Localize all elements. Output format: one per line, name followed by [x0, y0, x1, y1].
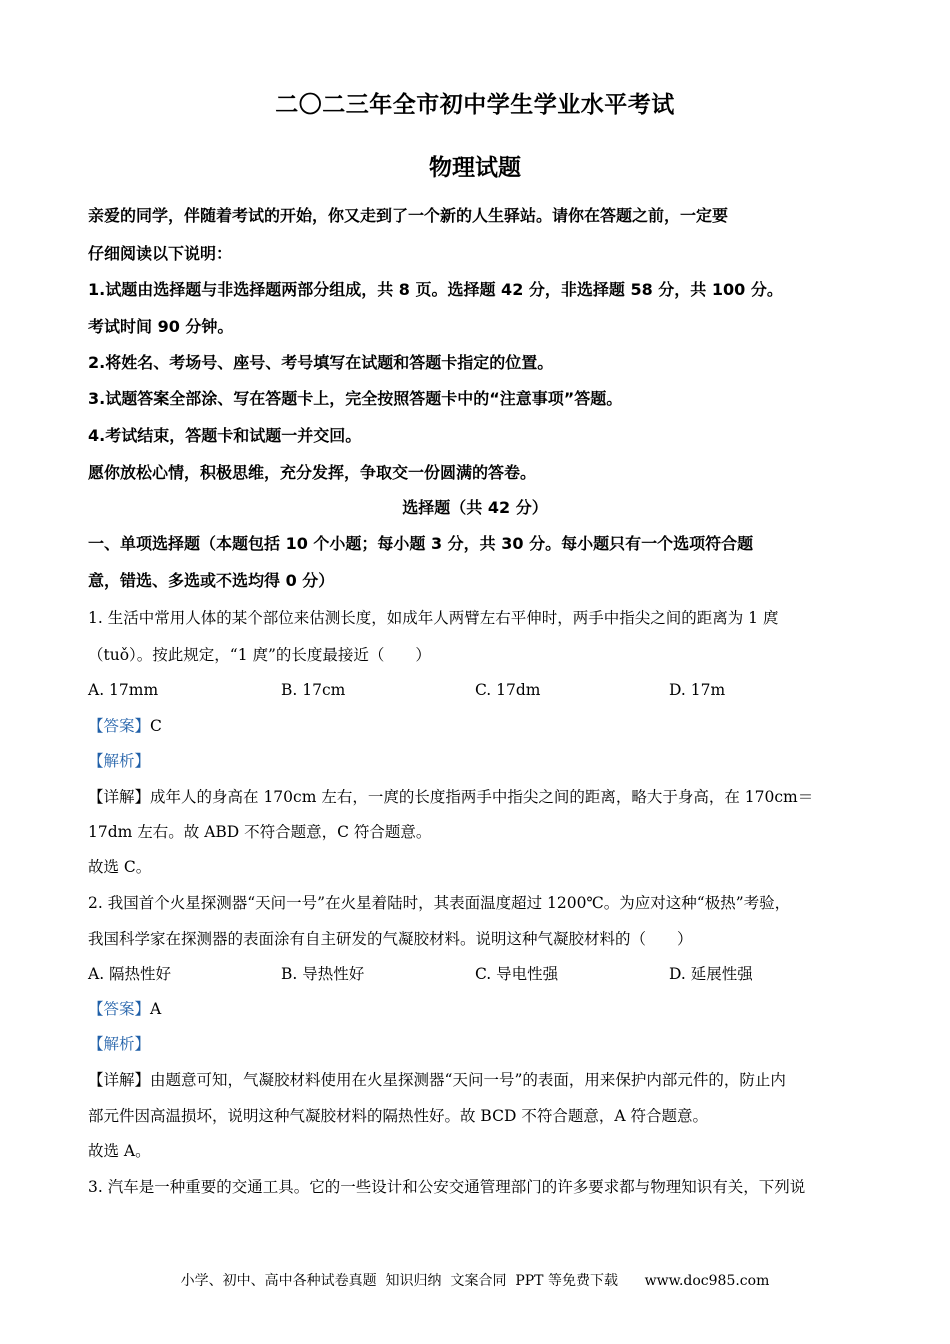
analysis-label: 【解析】: [88, 1035, 151, 1053]
question-1-conclusion: 故选 C。: [88, 858, 152, 876]
analysis-label: 【解析】: [88, 752, 151, 770]
question-1-option-c: C. 17dm: [475, 681, 541, 699]
instruction-line: 愿你放松心情，积极思维，充分发挥，争取交一份圆满的答卷。: [88, 463, 537, 482]
answer-value: A: [150, 1000, 162, 1018]
question-2-stem: 我国科学家在探测器的表面涂有自主研发的气凝胶材料。说明这种气凝胶材料的（ ）: [88, 930, 693, 948]
detail-label: 【详解】: [88, 788, 151, 806]
question-1-stem: （tuǒ）。按此规定，“1 庹”的长度最接近（ ）: [88, 646, 431, 664]
question-1-detail: [88, 787, 862, 807]
question-2-stem: 2. 我国首个火星探测器“天问一号”在火星着陆时，其表面温度超过 1200℃。为应对这种“极热”考验，: [88, 894, 791, 912]
detail-text: 由题意可知，气凝胶材料使用在火星探测器“天问一号”的表面，用来保护内部元件的，防止内: [150, 1071, 786, 1089]
question-2-option-a: A. 隔热性好: [88, 965, 172, 983]
part-instruction: 意，错选、多选或不选均得 0 分）: [88, 571, 335, 590]
question-1-stem: 1. 生活中常用人体的某个部位来估测长度，如成年人两臂左右平伸时，两手中指尖之间的距离为 1 庹: [88, 609, 779, 627]
detail-text: 成年人的身高在 170cm 左右，一庹的长度指两手中指尖之间的距离，略大于身高，在 170cm＝: [150, 788, 814, 806]
question-2-answer: [88, 999, 862, 1019]
instruction-line: 4.考试结束，答题卡和试题一并交回。: [88, 426, 362, 445]
question-2-conclusion: 故选 A。: [88, 1142, 151, 1160]
question-1-answer: [88, 716, 862, 736]
question-1-option-a: A. 17mm: [88, 681, 159, 699]
question-2-option-d: D. 延展性强: [669, 965, 753, 983]
answer-label: 【答案】: [88, 717, 151, 735]
question-2-option-c: C. 导电性强: [475, 965, 559, 983]
answer-value: C: [150, 717, 162, 735]
instruction-line: 1.试题由选择题与非选择题两部分组成，共 8 页。选择题 42 分，非选择题 58 分，共 100 分。: [88, 280, 783, 299]
instruction-line: 仔细阅读以下说明：: [88, 244, 233, 263]
question-3-stem: 3. 汽车是一种重要的交通工具。它的一些设计和公安交通管理部门的许多要求都与物理知识有关，下列说: [88, 1178, 806, 1196]
page-footer: 小学、初中、高中各种试卷真题 知识归纳 文案合同 PPT 等免费下载 www.doc985.com: [180, 1273, 770, 1289]
question-1-option-b: B. 17cm: [281, 681, 346, 699]
answer-label: 【答案】: [88, 1000, 151, 1018]
section-heading: 选择题（共 42 分）: [402, 498, 548, 517]
instruction-line: 亲爱的同学，伴随着考试的开始，你又走到了一个新的人生驿站。请你在答题之前，一定要: [88, 206, 729, 225]
instruction-line: 考试时间 90 分钟。: [88, 317, 234, 336]
question-2-detail-cont: 部元件因高温损坏，说明这种气凝胶材料的隔热性好。故 BCD 不符合题意，A 符合题意。: [88, 1107, 708, 1125]
question-1-analysis: [88, 751, 862, 771]
question-2-detail: [88, 1070, 862, 1090]
question-1-detail-cont: 17dm 左右。故 ABD 不符合题意，C 符合题意。: [88, 823, 432, 841]
detail-label: 【详解】: [88, 1071, 151, 1089]
instruction-line: 3.试题答案全部涂、写在答题卡上，完全按照答题卡中的“注意事项”答题。: [88, 389, 623, 408]
page-subtitle: 物理试题: [429, 155, 521, 181]
part-instruction: 一、单项选择题（本题包括 10 个小题；每小题 3 分，共 30 分。每小题只有一个选项符合题: [88, 534, 754, 553]
question-2-analysis: [88, 1034, 862, 1054]
instruction-line: 2.将姓名、考场号、座号、考号填写在试题和答题卡指定的位置。: [88, 353, 554, 372]
page-title: 二〇二三年全市初中学生学业水平考试: [275, 92, 675, 118]
question-2-option-b: B. 导热性好: [281, 965, 365, 983]
question-1-option-d: D. 17m: [669, 681, 726, 699]
